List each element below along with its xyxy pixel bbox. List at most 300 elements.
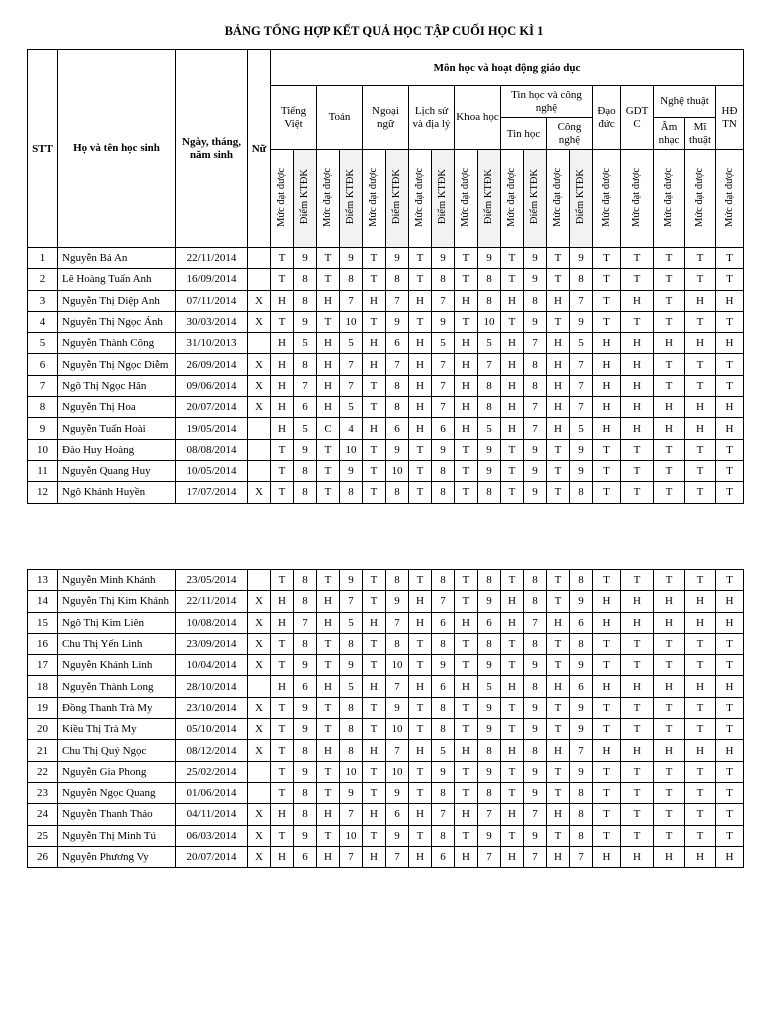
grade-cell: T <box>621 311 654 332</box>
table-row <box>28 482 744 503</box>
grade-cell: H <box>271 333 294 354</box>
score-cell: 7 <box>478 846 501 867</box>
score-cell: 9 <box>340 782 363 803</box>
header-dao-duc: Đạo đức <box>593 86 621 150</box>
grade-cell: T <box>654 439 685 460</box>
header-muc-dat-duoc <box>621 150 654 248</box>
grade-cell: T <box>654 570 685 591</box>
diem-ktdk-label: Điểm KTĐK <box>437 169 448 225</box>
female-mark <box>248 460 271 481</box>
grade-cell: H <box>593 418 621 439</box>
row-number: 23 <box>28 782 58 803</box>
grade-cell: T <box>501 570 524 591</box>
grade-cell: T <box>455 655 478 676</box>
score-cell: 9 <box>340 655 363 676</box>
score-cell: 8 <box>570 570 593 591</box>
grade-cell: T <box>654 633 685 654</box>
score-cell: 9 <box>478 248 501 269</box>
grade-cell: T <box>409 825 432 846</box>
score-cell: 8 <box>340 740 363 761</box>
student-name: Nguyễn Gia Phong <box>58 761 176 782</box>
grade-cell: T <box>547 825 570 846</box>
female-mark <box>248 269 271 290</box>
grade-cell: T <box>409 248 432 269</box>
birth-date: 04/11/2014 <box>176 804 248 825</box>
grade-cell: H <box>716 333 744 354</box>
score-cell: 8 <box>386 397 409 418</box>
grade-cell: H <box>685 612 716 633</box>
header-ngoai-ngu: Ngoại ngữ <box>363 86 409 150</box>
grade-cell: T <box>409 439 432 460</box>
grade-cell: T <box>716 761 744 782</box>
grade-cell: H <box>593 740 621 761</box>
muc-dat-duoc-label: Mức đạt được <box>460 167 471 227</box>
score-cell: 9 <box>478 697 501 718</box>
grade-cell: T <box>716 269 744 290</box>
row-number: 3 <box>28 290 58 311</box>
grade-cell: T <box>317 719 340 740</box>
grade-cell: T <box>593 782 621 803</box>
grade-cell: T <box>409 460 432 481</box>
score-cell: 4 <box>340 418 363 439</box>
table-row <box>28 633 744 654</box>
grade-cell: T <box>501 269 524 290</box>
score-cell: 8 <box>432 719 455 740</box>
grade-cell: H <box>547 290 570 311</box>
results-table-part-1 <box>27 49 744 504</box>
header-diem-ktdk <box>524 150 547 248</box>
row-number: 10 <box>28 439 58 460</box>
row-number: 24 <box>28 804 58 825</box>
grade-cell: T <box>685 311 716 332</box>
grade-cell: T <box>317 482 340 503</box>
grade-cell: H <box>621 418 654 439</box>
grade-cell: T <box>593 825 621 846</box>
grade-cell: T <box>685 655 716 676</box>
student-name: Nguyễn Thị Diệp Anh <box>58 290 176 311</box>
score-cell: 9 <box>294 655 317 676</box>
score-cell: 7 <box>432 397 455 418</box>
grade-cell: H <box>271 846 294 867</box>
grade-cell: H <box>593 591 621 612</box>
birth-date: 20/07/2014 <box>176 846 248 867</box>
student-name: Nguyễn Quang Huy <box>58 460 176 481</box>
grade-cell: T <box>716 460 744 481</box>
score-cell: 8 <box>294 591 317 612</box>
birth-date: 23/09/2014 <box>176 633 248 654</box>
grade-cell: T <box>363 311 386 332</box>
grade-cell: H <box>455 375 478 396</box>
grade-cell: H <box>501 290 524 311</box>
grade-cell: H <box>271 612 294 633</box>
score-cell: 9 <box>478 591 501 612</box>
grade-cell: T <box>547 460 570 481</box>
grade-cell: T <box>501 655 524 676</box>
grade-cell: H <box>593 676 621 697</box>
header-female: Nữ <box>248 50 271 248</box>
table-row <box>28 740 744 761</box>
grade-cell: T <box>621 825 654 846</box>
score-cell: 8 <box>386 375 409 396</box>
score-cell: 9 <box>432 655 455 676</box>
grade-cell: T <box>685 482 716 503</box>
score-cell: 8 <box>524 676 547 697</box>
grade-cell: T <box>685 825 716 846</box>
grade-cell: H <box>363 290 386 311</box>
score-cell: 5 <box>340 397 363 418</box>
grade-cell: T <box>547 633 570 654</box>
student-name: Nguyễn Thanh Thảo <box>58 804 176 825</box>
grade-cell: T <box>593 633 621 654</box>
score-cell: 6 <box>294 846 317 867</box>
grade-cell: T <box>363 825 386 846</box>
score-cell: 6 <box>432 418 455 439</box>
grade-cell: T <box>271 570 294 591</box>
score-cell: 8 <box>432 782 455 803</box>
female-mark <box>248 333 271 354</box>
grade-cell: T <box>654 460 685 481</box>
grade-cell: H <box>685 333 716 354</box>
grade-cell: T <box>409 482 432 503</box>
muc-dat-duoc-label: Mức đạt được <box>694 167 705 227</box>
score-cell: 9 <box>386 311 409 332</box>
female-mark <box>248 418 271 439</box>
grade-cell: H <box>455 676 478 697</box>
score-cell: 6 <box>386 333 409 354</box>
grade-cell: T <box>547 591 570 612</box>
row-number: 26 <box>28 846 58 867</box>
grade-cell: T <box>654 354 685 375</box>
grade-cell: T <box>363 655 386 676</box>
score-cell: 9 <box>432 761 455 782</box>
grade-cell: T <box>654 825 685 846</box>
female-mark: X <box>248 740 271 761</box>
score-cell: 5 <box>294 333 317 354</box>
score-cell: 7 <box>340 290 363 311</box>
table-row <box>28 290 744 311</box>
diem-ktdk-label: Điểm KTĐK <box>529 169 540 225</box>
female-mark: X <box>248 354 271 375</box>
header-diem-ktdk <box>294 150 317 248</box>
row-number: 14 <box>28 591 58 612</box>
grade-cell: H <box>547 354 570 375</box>
score-cell: 7 <box>478 804 501 825</box>
grade-cell: T <box>455 719 478 740</box>
grade-cell: H <box>317 804 340 825</box>
grade-cell: T <box>363 460 386 481</box>
student-name: Chu Thị Yến Linh <box>58 633 176 654</box>
grade-cell: H <box>654 418 685 439</box>
grade-cell: T <box>409 311 432 332</box>
score-cell: 8 <box>432 460 455 481</box>
score-cell: 9 <box>340 460 363 481</box>
grade-cell: T <box>685 761 716 782</box>
diem-ktdk-label: Điểm KTĐK <box>299 169 310 225</box>
grade-cell: H <box>654 397 685 418</box>
grade-cell: T <box>593 482 621 503</box>
score-cell: 7 <box>570 846 593 867</box>
grade-cell: H <box>621 846 654 867</box>
grade-cell: T <box>716 570 744 591</box>
score-cell: 9 <box>524 439 547 460</box>
header-diem-ktdk <box>340 150 363 248</box>
birth-date: 06/03/2014 <box>176 825 248 846</box>
grade-cell: H <box>654 612 685 633</box>
birth-date: 19/05/2014 <box>176 418 248 439</box>
table-row <box>28 439 744 460</box>
score-cell: 9 <box>386 439 409 460</box>
female-mark <box>248 782 271 803</box>
grade-cell: H <box>621 591 654 612</box>
grade-cell: H <box>685 846 716 867</box>
score-cell: 5 <box>340 676 363 697</box>
grade-cell: T <box>501 311 524 332</box>
grade-cell: T <box>685 719 716 740</box>
grade-cell: H <box>621 375 654 396</box>
score-cell: 6 <box>570 612 593 633</box>
header-khoa-hoc: Khoa học <box>455 86 501 150</box>
row-number: 20 <box>28 719 58 740</box>
grade-cell: T <box>271 482 294 503</box>
grade-cell: H <box>501 846 524 867</box>
row-number: 15 <box>28 612 58 633</box>
grade-cell: H <box>271 354 294 375</box>
student-name: Nguyễn Thành Long <box>58 676 176 697</box>
header-muc-dat-duoc <box>271 150 294 248</box>
grade-cell: H <box>271 418 294 439</box>
score-cell: 8 <box>340 697 363 718</box>
header-tieng-viet: Tiếng Việt <box>271 86 317 150</box>
female-mark: X <box>248 397 271 418</box>
student-name: Ngô Thị Kim Liên <box>58 612 176 633</box>
score-cell: 9 <box>294 439 317 460</box>
birth-date: 23/05/2014 <box>176 570 248 591</box>
grade-cell: T <box>363 397 386 418</box>
grade-cell: T <box>593 719 621 740</box>
score-cell: 7 <box>340 804 363 825</box>
score-cell: 10 <box>478 311 501 332</box>
grade-cell: H <box>593 846 621 867</box>
grade-cell: H <box>547 846 570 867</box>
grade-cell: T <box>271 697 294 718</box>
grade-cell: T <box>621 804 654 825</box>
score-cell: 8 <box>432 269 455 290</box>
row-number: 6 <box>28 354 58 375</box>
grade-cell: T <box>501 697 524 718</box>
score-cell: 9 <box>570 761 593 782</box>
grade-cell: T <box>716 804 744 825</box>
grade-cell: T <box>409 761 432 782</box>
grade-cell: H <box>501 591 524 612</box>
grade-cell: T <box>621 248 654 269</box>
grade-cell: T <box>363 570 386 591</box>
score-cell: 6 <box>432 676 455 697</box>
grade-cell: H <box>593 612 621 633</box>
header-muc-dat-duoc <box>409 150 432 248</box>
grade-cell: H <box>621 290 654 311</box>
score-cell: 8 <box>386 482 409 503</box>
grade-cell: T <box>654 655 685 676</box>
score-cell: 9 <box>340 570 363 591</box>
row-number: 11 <box>28 460 58 481</box>
student-name: Nguyễn Thị Ngọc Diễm <box>58 354 176 375</box>
grade-cell: T <box>685 354 716 375</box>
grade-cell: T <box>455 697 478 718</box>
grade-cell: H <box>271 290 294 311</box>
header-muc-dat-duoc <box>317 150 340 248</box>
grade-cell: H <box>593 354 621 375</box>
score-cell: 9 <box>570 697 593 718</box>
grade-cell: T <box>547 570 570 591</box>
header-muc-dat-duoc <box>593 150 621 248</box>
table-row <box>28 846 744 867</box>
female-mark <box>248 248 271 269</box>
female-mark: X <box>248 655 271 676</box>
grade-cell: T <box>685 248 716 269</box>
birth-date: 05/10/2014 <box>176 719 248 740</box>
grade-cell: T <box>271 269 294 290</box>
table-row <box>28 354 744 375</box>
score-cell: 9 <box>478 655 501 676</box>
grade-cell: H <box>593 397 621 418</box>
grade-cell: H <box>317 591 340 612</box>
header-muc-dat-duoc <box>455 150 478 248</box>
grade-cell: T <box>501 248 524 269</box>
female-mark: X <box>248 482 271 503</box>
score-cell: 6 <box>386 804 409 825</box>
grade-cell: T <box>716 311 744 332</box>
grade-cell: T <box>317 761 340 782</box>
score-cell: 6 <box>432 612 455 633</box>
score-cell: 8 <box>570 825 593 846</box>
results-table-part-2 <box>27 569 744 868</box>
score-cell: 9 <box>478 719 501 740</box>
score-cell: 8 <box>294 740 317 761</box>
grade-cell: T <box>654 311 685 332</box>
table-row <box>28 612 744 633</box>
score-cell: 9 <box>294 761 317 782</box>
score-cell: 9 <box>524 482 547 503</box>
header-tin-hoc-cong-nghe: Tin học và công nghệ <box>501 86 593 118</box>
grade-cell: T <box>685 804 716 825</box>
grade-cell: H <box>501 740 524 761</box>
female-mark: X <box>248 311 271 332</box>
student-name: Nguyễn Tuấn Hoài <box>58 418 176 439</box>
grade-cell: T <box>455 269 478 290</box>
header-muc-dat-duoc <box>716 150 744 248</box>
student-name: Lê Hoàng Tuấn Anh <box>58 269 176 290</box>
grade-cell: T <box>654 697 685 718</box>
row-number: 4 <box>28 311 58 332</box>
score-cell: 8 <box>386 633 409 654</box>
grade-cell: T <box>716 248 744 269</box>
grade-cell: T <box>363 269 386 290</box>
grade-cell: H <box>363 612 386 633</box>
score-cell: 9 <box>432 248 455 269</box>
grade-cell: H <box>455 846 478 867</box>
grade-cell: H <box>716 397 744 418</box>
score-cell: 8 <box>294 633 317 654</box>
grade-cell: T <box>685 633 716 654</box>
row-number: 18 <box>28 676 58 697</box>
score-cell: 7 <box>340 591 363 612</box>
grade-cell: H <box>409 290 432 311</box>
grade-cell: H <box>455 740 478 761</box>
score-cell: 8 <box>340 269 363 290</box>
table-row <box>28 269 744 290</box>
grade-cell: H <box>363 804 386 825</box>
score-cell: 10 <box>386 655 409 676</box>
grade-cell: T <box>501 439 524 460</box>
grade-cell: T <box>685 269 716 290</box>
birth-date: 31/10/2013 <box>176 333 248 354</box>
score-cell: 9 <box>478 761 501 782</box>
table-row <box>28 570 744 591</box>
score-cell: 10 <box>340 761 363 782</box>
female-mark: X <box>248 804 271 825</box>
grade-cell: T <box>363 248 386 269</box>
score-cell: 9 <box>478 460 501 481</box>
score-cell: 8 <box>478 570 501 591</box>
score-cell: 8 <box>386 269 409 290</box>
muc-dat-duoc-label: Mức đạt được <box>414 167 425 227</box>
grade-cell: T <box>317 460 340 481</box>
grade-cell: T <box>621 570 654 591</box>
grade-cell: T <box>716 354 744 375</box>
grade-cell: H <box>409 846 432 867</box>
grade-cell: H <box>455 418 478 439</box>
grade-cell: T <box>685 782 716 803</box>
grade-cell: T <box>593 269 621 290</box>
header-tin-hoc: Tin học <box>501 118 547 150</box>
score-cell: 8 <box>294 804 317 825</box>
score-cell: 8 <box>524 591 547 612</box>
score-cell: 8 <box>340 719 363 740</box>
female-mark: X <box>248 591 271 612</box>
grade-cell: T <box>363 482 386 503</box>
grade-cell: T <box>363 633 386 654</box>
grade-cell: H <box>455 333 478 354</box>
score-cell: 8 <box>432 482 455 503</box>
student-name: Ngô Thị Ngọc Hân <box>58 375 176 396</box>
score-cell: 8 <box>432 570 455 591</box>
score-cell: 6 <box>570 676 593 697</box>
score-cell: 9 <box>294 311 317 332</box>
grade-cell: T <box>593 460 621 481</box>
score-cell: 7 <box>432 591 455 612</box>
grade-cell: H <box>317 676 340 697</box>
grade-cell: T <box>547 439 570 460</box>
grade-cell: H <box>409 397 432 418</box>
score-cell: 9 <box>478 825 501 846</box>
grade-cell: T <box>409 570 432 591</box>
grade-cell: T <box>501 761 524 782</box>
score-cell: 9 <box>570 591 593 612</box>
grade-cell: C <box>317 418 340 439</box>
score-cell: 9 <box>524 311 547 332</box>
score-cell: 8 <box>478 740 501 761</box>
student-name: Nguyễn Bá An <box>58 248 176 269</box>
female-mark: X <box>248 375 271 396</box>
grade-cell: T <box>685 375 716 396</box>
grade-cell: T <box>716 825 744 846</box>
score-cell: 8 <box>570 633 593 654</box>
grade-cell: T <box>547 269 570 290</box>
grade-cell: T <box>455 782 478 803</box>
score-cell: 8 <box>478 290 501 311</box>
table-row <box>28 655 744 676</box>
score-cell: 9 <box>386 697 409 718</box>
